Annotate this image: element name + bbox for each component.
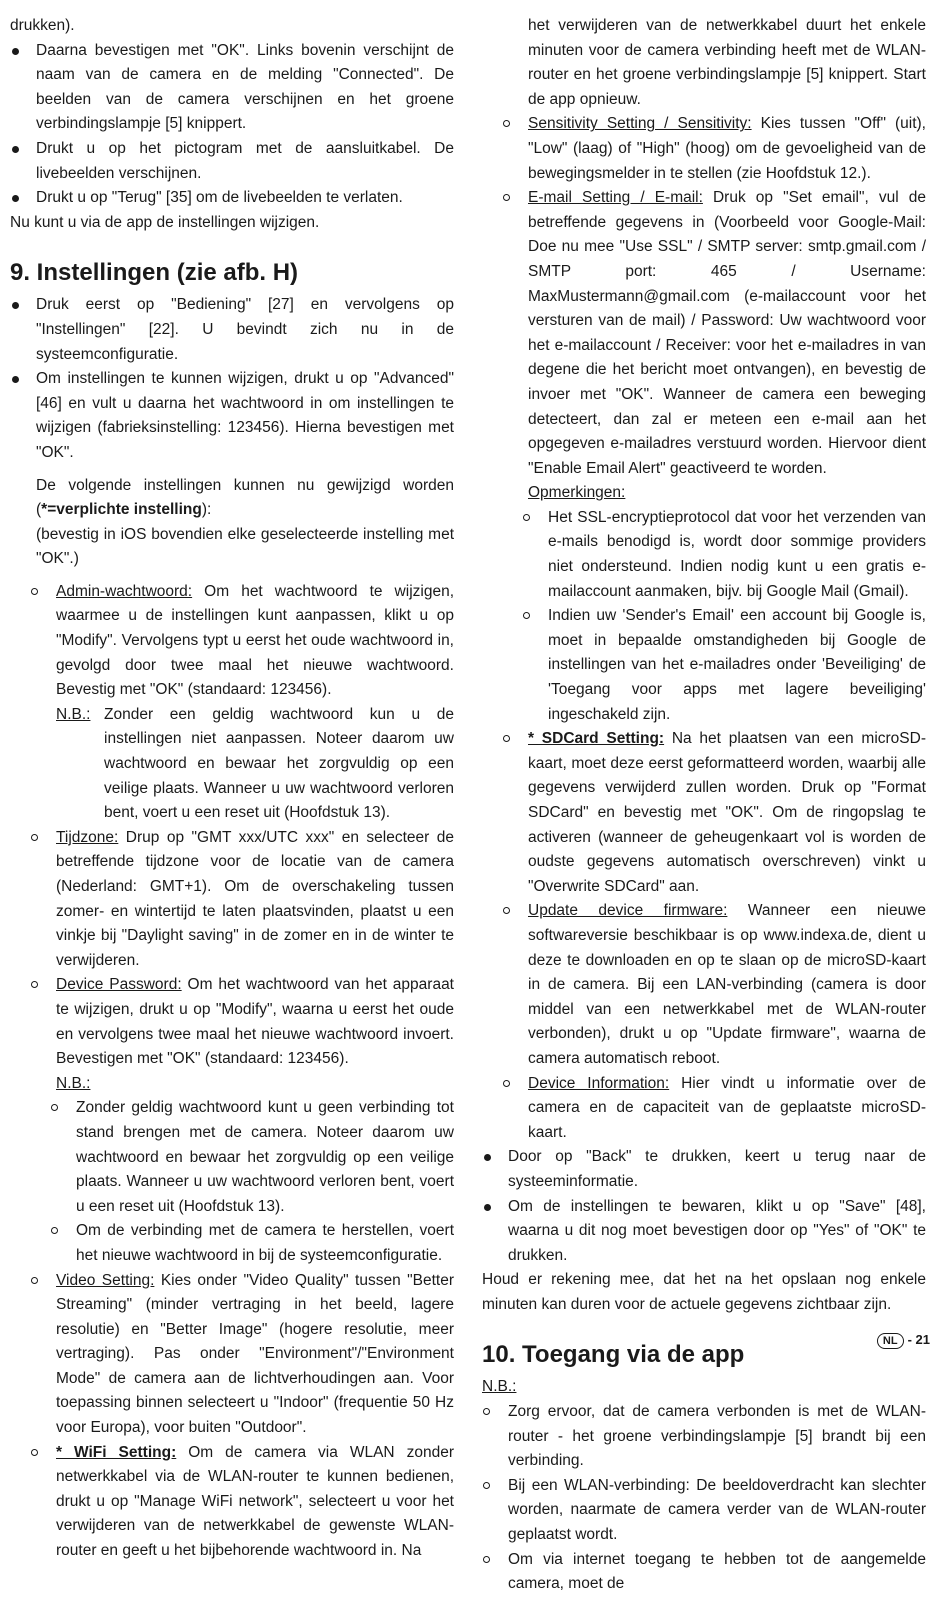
note-label: N.B.: [482,1378,517,1396]
list-item-device-password: Device Password: Om het wachtwoord van het apparaat te wijzigen, drukt u op "Modify", waarna u eerst het oude en vervolgens twee maal het nieuwe wachtwoord invoert. Bevestigen met "OK" (standaard: 123456). [30,973,454,1071]
bullet-item: Om instellingen te kunnen wijzigen, drukt u op "Advanced" [46] en vult u daarna het wachtwoord in om instellingen te wijzigen (fabrieksinstelling: 123456). Hierna bevestigen met "OK". [10,367,454,465]
list-item-email-setting: E-mail Setting / E-mail: Druk op "Set email", vul de betreffende gegevens in (Voorbeeld voor Google-Mail: Doe nu mee "Use SSL" / SMTP server: smtp.gmail.com / SMTP port: 465 / Username: MaxMustermann@gmail.com (e-mailaccount voor het versturen van de mail) / Password: Uw wachtwoord voor het e-mailaccount / Receiver: voor het e-mailadres in van degene die het bericht moet ontvangen), en bevestig de invoer met "OK". Wanneer de camera een beweging detecteert, dan zal er meteen een e-mail aan het opgegeven e-mailadres verstuurd worden. Hiervoor dient "Enable Email Alert" geactiveerd te worden. [502,186,926,481]
bullet-item: Drukt u op "Terug" [35] om de livebeelden te verlaten. [10,186,454,211]
list-item-firmware: Update device firmware: Wanneer een nieuwe softwareversie beschikbaar is op www.indexa.de, dient u deze te downloaden en op te slaan op de microSD-kaart in de camera. Bij een LAN-verbinding (camera is door middel van een netwerkkabel met de WLAN-router verbonden), drukt u op "Update firmware", waarna de camera automatisch reboot. [502,899,926,1071]
list-item: Het SSL-encryptieprotocol dat voor het verzenden van e-mails benodigd is, wordt door sommige providers niet ondersteund. Indien nodig kunt u een gratis e-mailaccount aanmaken, bijv. bij Google Mail (Gmail). [522,506,926,604]
list-item: Zorg ervoor, dat de camera verbonden is met de WLAN-router - het groene verbindingslampje [5] brandt bij een verbinding. [482,1400,926,1474]
bullet-item: Door op "Back" te drukken, keert u terug naar de systeeminformatie. [482,1145,926,1194]
language-badge: NL [877,1333,904,1349]
paragraph: Nu kunt u via de app de instellingen wijzigen. [10,213,320,231]
note-label: Opmerkingen: [528,484,626,502]
bullet-item: Om de instellingen te bewaren, klikt u op "Save" [48], waarna u dit nog moet bevestigen door op "Yes" of "OK" te drukken. [482,1195,926,1269]
bullet-item: Daarna bevestigen met "OK". Links bovenin verschijnt de naam van de camera en de melding "Connected". De beelden van de camera verschijnen en het groene verbindingslampje [5] knippert. [10,39,454,137]
note-block: N.B.: Zonder een geldig wachtwoord kun u de instellingen niet aanpassen. Noteer daarom uw wachtwoord en bewaar het zorgvuldig op een veilige plaats. Wanneer u uw wachtwoord verloren bent, voert u een reset uit (Hoofdstuk 13). [56,705,454,822]
list-item-device-info: Device Information: Hier vindt u informatie over de camera en de capaciteit van de geplaatste microSD-kaart. [502,1072,926,1146]
paragraph: (bevestig in iOS bovendien elke geselecteerde instelling met "OK".) [36,525,454,568]
list-item: Om via internet toegang te hebben tot de aangemelde camera, moet de [482,1548,926,1597]
paragraph: drukken). [10,17,75,34]
list-item-video-setting: Video Setting: Kies onder "Video Quality" tussen "Better Streaming" (minder vertraging in het beeld, lagere resolutie) en "Better Image" (hogere resolutie, meer vertraging). Pas onder "Environment"/"Environment Mode" de camera aan de lichtverhoudingen aan. Voor toepassing binnen selecteert u "Indoor" (frequentie 50 Hz voor Europa), voor buiten "Outdoor". [30,1269,454,1441]
left-column [10,14,454,1564]
list-item-timezone: Tijdzone: Drup op "GMT xxx/UTC xxx" en selecteer de betreffende tijdzone voor de locatie van de camera (Nederland: GMT+1). Om de overschakeling tussen zomer- en wintertijd te laten plaatsvinden, plaatst u een vinkje bij "Daylight saving" in de zomer en in de winter te verwijderen. [30,826,454,974]
section-heading-10: 10. Toegang via de app [482,1341,745,1369]
list-item: Zonder geldig wachtwoord kunt u geen verbinding tot stand brengen met de camera. Noteer daarom uw wachtwoord en bewaar het zorgvuldig op een veilige plaats. Wanneer u uw wachtwoord verloren bent, voert u een reset uit (Hoofdstuk 13). [50,1096,454,1219]
list-item: Om de verbinding met de camera te herstellen, voert het nieuwe wachtwoord in bij de systeemconfiguratie. [50,1219,454,1268]
section-heading-9: 9. Instellingen (zie afb. H) [10,259,299,287]
paragraph: De volgende instellingen kunnen nu gewijzigd worden (*=verplichte instelling): [36,476,454,519]
paragraph: het verwijderen van de netwerkkabel duurt het enkele minuten voor de camera verbinding heeft met de WLAN-router en het groene verbindingslampje [5] knippert. Start de app opnieuw. [528,17,926,108]
list-item-admin-password: Admin-wachtwoord: Om het wachtwoord te wijzigen, waarmee u de instellingen kunt aanpassen, klikt u op "Modify". Vervolgens typt u eerst het oude wachtwoord in, gevolgd door twee maal het nieuwe wachtwoord. Bevestig met "OK" (standaard: 123456). [30,580,454,703]
settings-list [30,580,454,1564]
list-item: Indien uw 'Sender's Email' een account bij Google is, moet in bepaalde omstandigheden bij Google de instellingen van het e-mailadres onder 'Beveiliging' de 'Toegang voor apps met lagere beveiliging' ingeschakeld zijn. [522,604,926,727]
list-item-wifi-setting: * WiFi Setting: Om de camera via WLAN zonder netwerkkabel via de WLAN-router te kunnen bedienen, drukt u op "Manage WiFi network", selecteert u voor het verwijderen van de netwerkkabel de gewenste WLAN-router en geeft u het bijbehorende wachtwoord in. Na [30,1441,454,1564]
page-footer [877,1328,930,1353]
list-item-sdcard-setting: * SDCard Setting: Na het plaatsen van een microSD-kaart, moet deze eerst geformatteerd worden, waarbij alle gegevens verwijderd zullen worden. Druk op "Format SDCard" en bevestig met "OK". Om de ringopslag te activeren (wanneer de geheugenkaart vol is worden de oudste gegevens automatisch overschreven) vinkt u "Overwrite SDCard" aan. [502,727,926,899]
page-number: - 21 [907,1332,930,1348]
right-column [482,14,926,1597]
note-label: N.B.: [56,1074,91,1092]
list-item-sensitivity: Sensitivity Setting / Sensitivity: Kies tussen "Off" (uit), "Low" (laag) of "High" (hoog) om de gevoeligheid van de bewegingsmelder in te stellen (zie Hoofdstuk 12.). [502,112,926,186]
bullet-item: Druk eerst op "Bediening" [27] en vervolgens op "Instellingen" [22]. U bevindt zich nu in de systeemconfiguratie. [10,293,454,367]
paragraph: Houd er rekening mee, dat het na het opslaan nog enkele minuten kan duren voor de actuele gegevens zichtbaar zijn. [482,1271,926,1313]
list-item: Bij een WLAN-verbinding: De beeldoverdracht kan slechter worden, naarmate de camera verder van de WLAN-router geplaatst wordt. [482,1474,926,1548]
bullet-item: Drukt u op het pictogram met de aansluitkabel. De livebeelden verschijnen. [10,137,454,186]
